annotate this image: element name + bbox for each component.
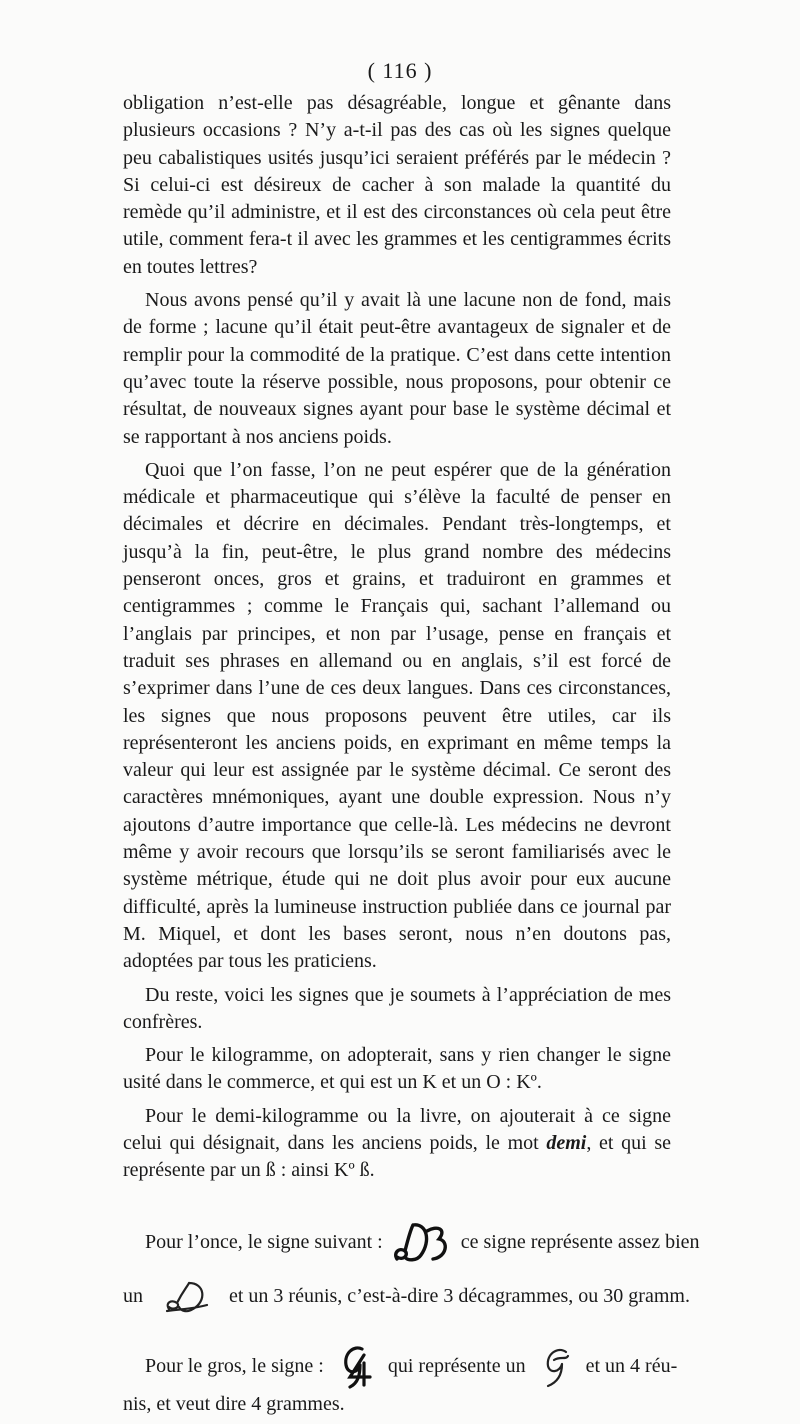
once-line-2 (123, 1279, 690, 1315)
once-un: un (123, 1284, 143, 1307)
body-text (123, 90, 700, 1424)
d3-ligature-symbol-icon (391, 1221, 453, 1265)
page-number: ( 116 ) (367, 58, 433, 83)
gros-after: et un 4 réu- (585, 1354, 678, 1377)
script-d-icon (163, 1279, 211, 1315)
gros-line (123, 1343, 678, 1391)
once-line (123, 1221, 700, 1265)
once-description: ce signe représente assez bien (460, 1230, 700, 1253)
paragraph-4: Du reste, voici les signes que je soumets à l’appréciation de mes confrères. (123, 983, 671, 1033)
paragraph-6-end: , et qui se représente par un ß : ainsi Kº ß. (123, 1131, 671, 1182)
g4-ligature-symbol-icon (340, 1343, 374, 1391)
script-g-icon (540, 1346, 572, 1388)
paragraph-5: Pour le kilogramme, on adopterait, sans y rien changer le signe usité dans le commerce, et qui est un K et un O : Kº. (123, 1044, 671, 1094)
paragraph-1: obligation n’est-elle pas désagréable, longue et gênante dans plusieurs occasions ? N’y a-t-il pas des cas où les signes quelque peu cabalistiques usités jusqu’ici seraient préférés par le médecin ? Si celui-ci est désireux de cacher à son malade la quantité du remède qu’il administre, et il est des circonstances où cela peut être utile, comment fera-t il avec les grammes et les centigrammes écrits en toutes lettres? (123, 92, 671, 278)
paragraph-6-start: Pour le demi-kilogramme ou la livre, on ajouterait à ce signe celui qui désignait, dans les anciens poids, le mot (123, 1104, 671, 1154)
paragraph-6 (123, 1103, 671, 1185)
once-intro: Pour l’once, le signe suivant : (145, 1230, 383, 1253)
paragraph-3: Quoi que l’on fasse, l’on ne peut espérer que de la génération médicale et pharmaceutique qui s’élève la faculté de penser en décimales et décrire en décimales. Pendant très-longtemps, et jusqu’à la fin, peut-être, le plus grand nombre des médecins penseront onces, gros et grains, et traduiront en grammes et centigrammes ; comme le Français qui, sachant l’allemand ou l’anglais par principes, et non par l’usage, pense en français et traduit ses phrases en allemand ou en anglais, s’il est forcé de s’exprimer dans l’une de ces deux langues. Dans ces circonstances, les signes que nous proposons peuvent être utiles, car ils représenteront les anciens poids, en exprimant en même temps la valeur qui leur est assignée par le système décimal. Ce seront des caractères mnémoniques, ayant une double expression. Nous n’y ajoutons d’autre importance que celle-là. Les médecins ne devront même y avoir recours que lorsqu’ils se seront familiarisés avec le système métrique, étude qui ne doit plus avoir pour eux aucune difficulté, après la lumineuse instruction publiée dans ce journal par M. Miquel, et dont les bases seront, nous n’en doutons pas, adoptées par tous les praticiens. (123, 458, 671, 973)
gros-intro: Pour le gros, le signe : (145, 1354, 324, 1377)
once-explanation: et un 3 réunis, c’est-à-dire 3 décagrammes, ou 30 gramm. (229, 1284, 690, 1307)
gros-middle: qui représente un (387, 1354, 526, 1377)
gros-continuation: nis, et veut dire 4 grammes. (123, 1392, 345, 1415)
word-demi: demi (546, 1131, 587, 1154)
paragraph-2: Nous avons pensé qu’il y avait là une lacune non de fond, mais de forme ; lacune qu’il était peut-être avantageux de signaler et de remplir pour la commodité de la pratique. C’est dans cette intention qu’avec toute la réserve possible, nous proposons, pour obtenir ce résultat, de nouveaux signes ayant pour base le système décimal et se rapportant à nos anciens poids. (123, 289, 671, 448)
